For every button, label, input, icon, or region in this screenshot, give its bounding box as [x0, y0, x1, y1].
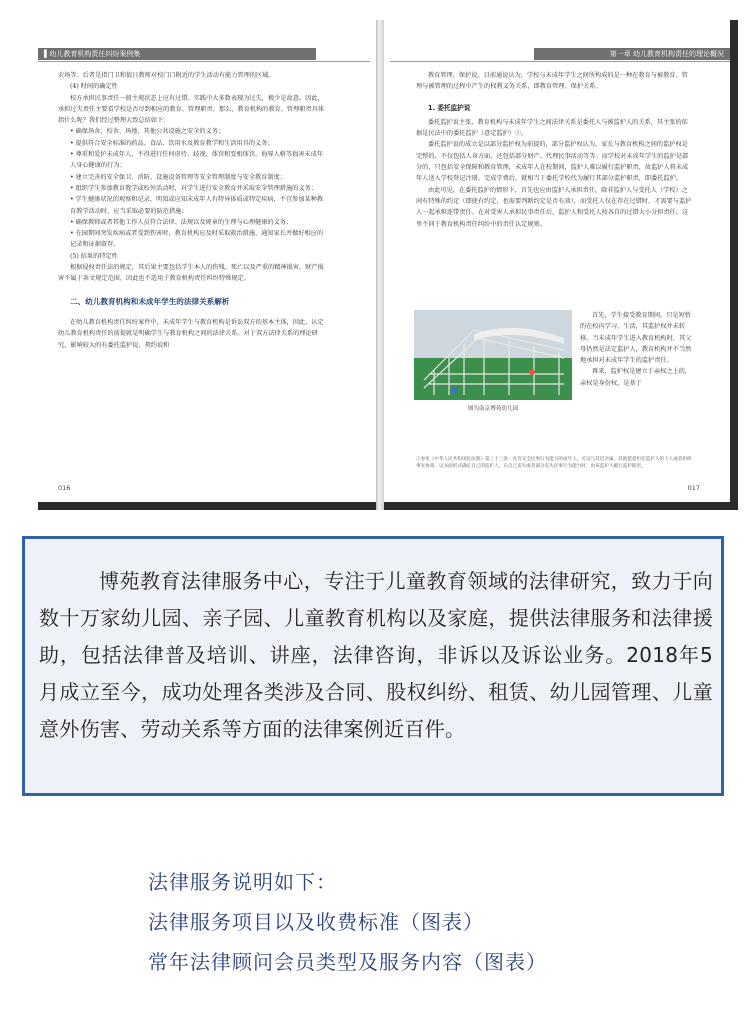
bullet-item: • 组织学生参加教育教学或校外活动时，对学生进行安全教育并采取安全管理措施的义务；: [70, 184, 317, 192]
right-page-number: 017: [687, 484, 700, 492]
paragraph: 再来，监护权是建立于亲权之上的，亲权是身份权，是基于: [580, 368, 691, 387]
paragraph: 在幼儿教育机构责任纠纷案件中，未成年学生与教育机构是诉讼双方的基本主体，因此，认定幼儿教育机构责任的前提就是明确学生与教育机构之间的法律关系。对于双方法律关系的理论研究，影响较大的有委托监护说、契约说和: [58, 318, 324, 349]
left-running-head: ▌幼儿教育机构责任纠纷案例集: [38, 48, 316, 60]
footnote: ①参见《中华人民共和国民法典》第三十三条：具有完全民事行为能力的成年人，可以与其近亲属、其他愿意担任监护人的个人或者组织事先协商，以书面形式确定自己的监护人，在自己丧失或者部分丧失民事行为能力时，由该监护人履行监护职责。: [416, 457, 692, 469]
left-header-rule: [38, 61, 370, 62]
paragraph: 农场等；后者是指门卫和值日教师对校门口附近的学生活动有能力管理的区域。: [58, 72, 275, 79]
paragraph: 首先，学生接受教育期间，只是短暂的在校内学习、生活，其监护权并未转移。当未成年学生进入教育机构时，其父母仍然是法定监护人，教育机构并不当然地承担对未成年学生的监护责任。: [580, 312, 692, 365]
paragraph: 委托监护说主张，教育机构与未成年学生之间法律关系是委托人与被监护人的关系，其主张的依据是民法中的委托监护（意定监护）①。: [416, 118, 688, 138]
organization-intro-text: 博苑教育法律服务中心，专注于儿童教育领域的法律研究，致力于向数十万家幼儿园、亲子园、儿童教育机构以及家庭，提供法律服务和法律援助，包括法律普及培训、讲座，法律咨询，非诉以及诉讼业务。2018年5月成立至今，成功处理各类涉及合同、股权纠纷、租赁、幼儿园管理、儿童意外伤害、劳动关系等方面的法律案例近百件。: [39, 569, 713, 741]
paragraph: 委托监护说的成立是以部分监护权为前提的，部分监护权认为，家长与教育机构之间的监护权是完整的，不仅包括人身方面，还包括部分财产。代理民事活动等等。而学校对未成年学生的监护是部分的，只包括安全保障和教育管理，未成年人在校期间，监护人难以履行监护职责，故监护人将未成年人送入学校登记注册，完成学费后，就相当于委托学校代为履行其部分监护职责，即委托监护。: [416, 141, 689, 183]
left-page-number: 016: [58, 484, 71, 492]
right-running-head: 第一章 幼儿教育机构责任的理论概况: [534, 48, 730, 60]
paragraph: 教育管理、保护说。目前通说认为，学校与未成年学生之间所构成的是一种在教育与被教育、管理与被管理的过程中产生的权利义务关系，即教育管理、保护关系。: [416, 72, 688, 91]
service-link-retainer-membership[interactable]: 常年法律顾问会员类型及服务内容（图表）: [148, 950, 547, 974]
book-spread-photo: [38, 20, 738, 510]
paragraph: 由此可见，在委托监护的情形下，首先也应由监护人承担责任，除非监护人与受托人（学校）之间有特殊的约定（即使有约定，也需要判断约定是否有效），而受托人仅在存在过错时，才需要与监护人一起承担连带责任。在对受害人承担民事责任后，监护人和受托人按各自的过错大小分担责任，这里不同于教育机构责任纠纷中的责任认定规则。: [416, 186, 692, 228]
bullet-item: • 在园期间突发疾病或者受到伤害时，教育机构应及时采取救治措施、通知家长并做好相应的记录和证据留存。: [70, 230, 324, 249]
section-title: 二、幼儿教育机构和未成年学生的法律关系解析: [70, 296, 230, 306]
book-right-page: [384, 20, 730, 502]
bullet-item: • 确保场舍、校舍、场地、其他公共设施之安全的义务；: [70, 128, 225, 136]
subsection-title: 1. 委托监护说: [428, 103, 471, 112]
bullet-item: • 尊重和爱护未成年人，不得进行任何虐待、歧视、体罚和变相体罚，侮辱人格等损害未成年人身心健康的行为；: [70, 151, 324, 170]
service-link-fee-standards[interactable]: 法律服务项目以及收费标准（图表）: [148, 910, 484, 934]
right-header-rule: [390, 61, 730, 62]
paragraph: 校方承担民事责任一般主观状态上应有过错。实践中大多数表现为过失，极少是故意。因此，承担过失责任主要看学校是否尽到相应的教育、管理职责。那么，教育机构的教育、管理职责具体指什么呢？我们经过整理大致总结如下：: [58, 94, 325, 125]
book-gutter: [376, 20, 384, 510]
paragraph: 根据侵权责任法的规定，其后果主要包括学生本人的伤残、死亡以及严重的精神损害，财产损害不属于条文规定范围，因此也不适用于教育机构责任纠纷特殊规定。: [58, 264, 324, 283]
services-heading: 法律服务说明如下：: [148, 870, 337, 894]
left-body-text: [58, 70, 328, 351]
paragraph: (5) 结果的特定性: [70, 252, 118, 260]
bullet-item: • 建立完善的安全保卫、消防、设施设备管理等安全管理制度与安全教育制度；: [70, 173, 286, 181]
bullet-item: • 学生健康状况的观察和记录，明知或应知未成年人有特异体质或特定疾病，不宜参加某种教育教学活动时，应当采取必要的防范措施；: [70, 196, 324, 215]
bullet-item: • 确保教师或者其他工作人员符合法律、法规以及规章的生理与心理健康的义务；: [70, 218, 293, 226]
kindergarten-photo: [414, 310, 572, 400]
book-left-page: [38, 20, 376, 502]
photo-caption: 图为南京博苑幼儿园: [467, 406, 519, 412]
right-body-text: [416, 70, 692, 230]
paragraph: (4) 时间的确定性: [70, 83, 118, 91]
right-side-column: [580, 310, 692, 389]
kindergarten-photo-figure: [414, 310, 572, 412]
bullet-item: • 提供符合安全标准的药品、食品、饮用水及教育教学和生活用具的义务；: [70, 139, 274, 147]
playground-illustration: [414, 310, 572, 400]
organization-intro-box: [22, 536, 724, 796]
